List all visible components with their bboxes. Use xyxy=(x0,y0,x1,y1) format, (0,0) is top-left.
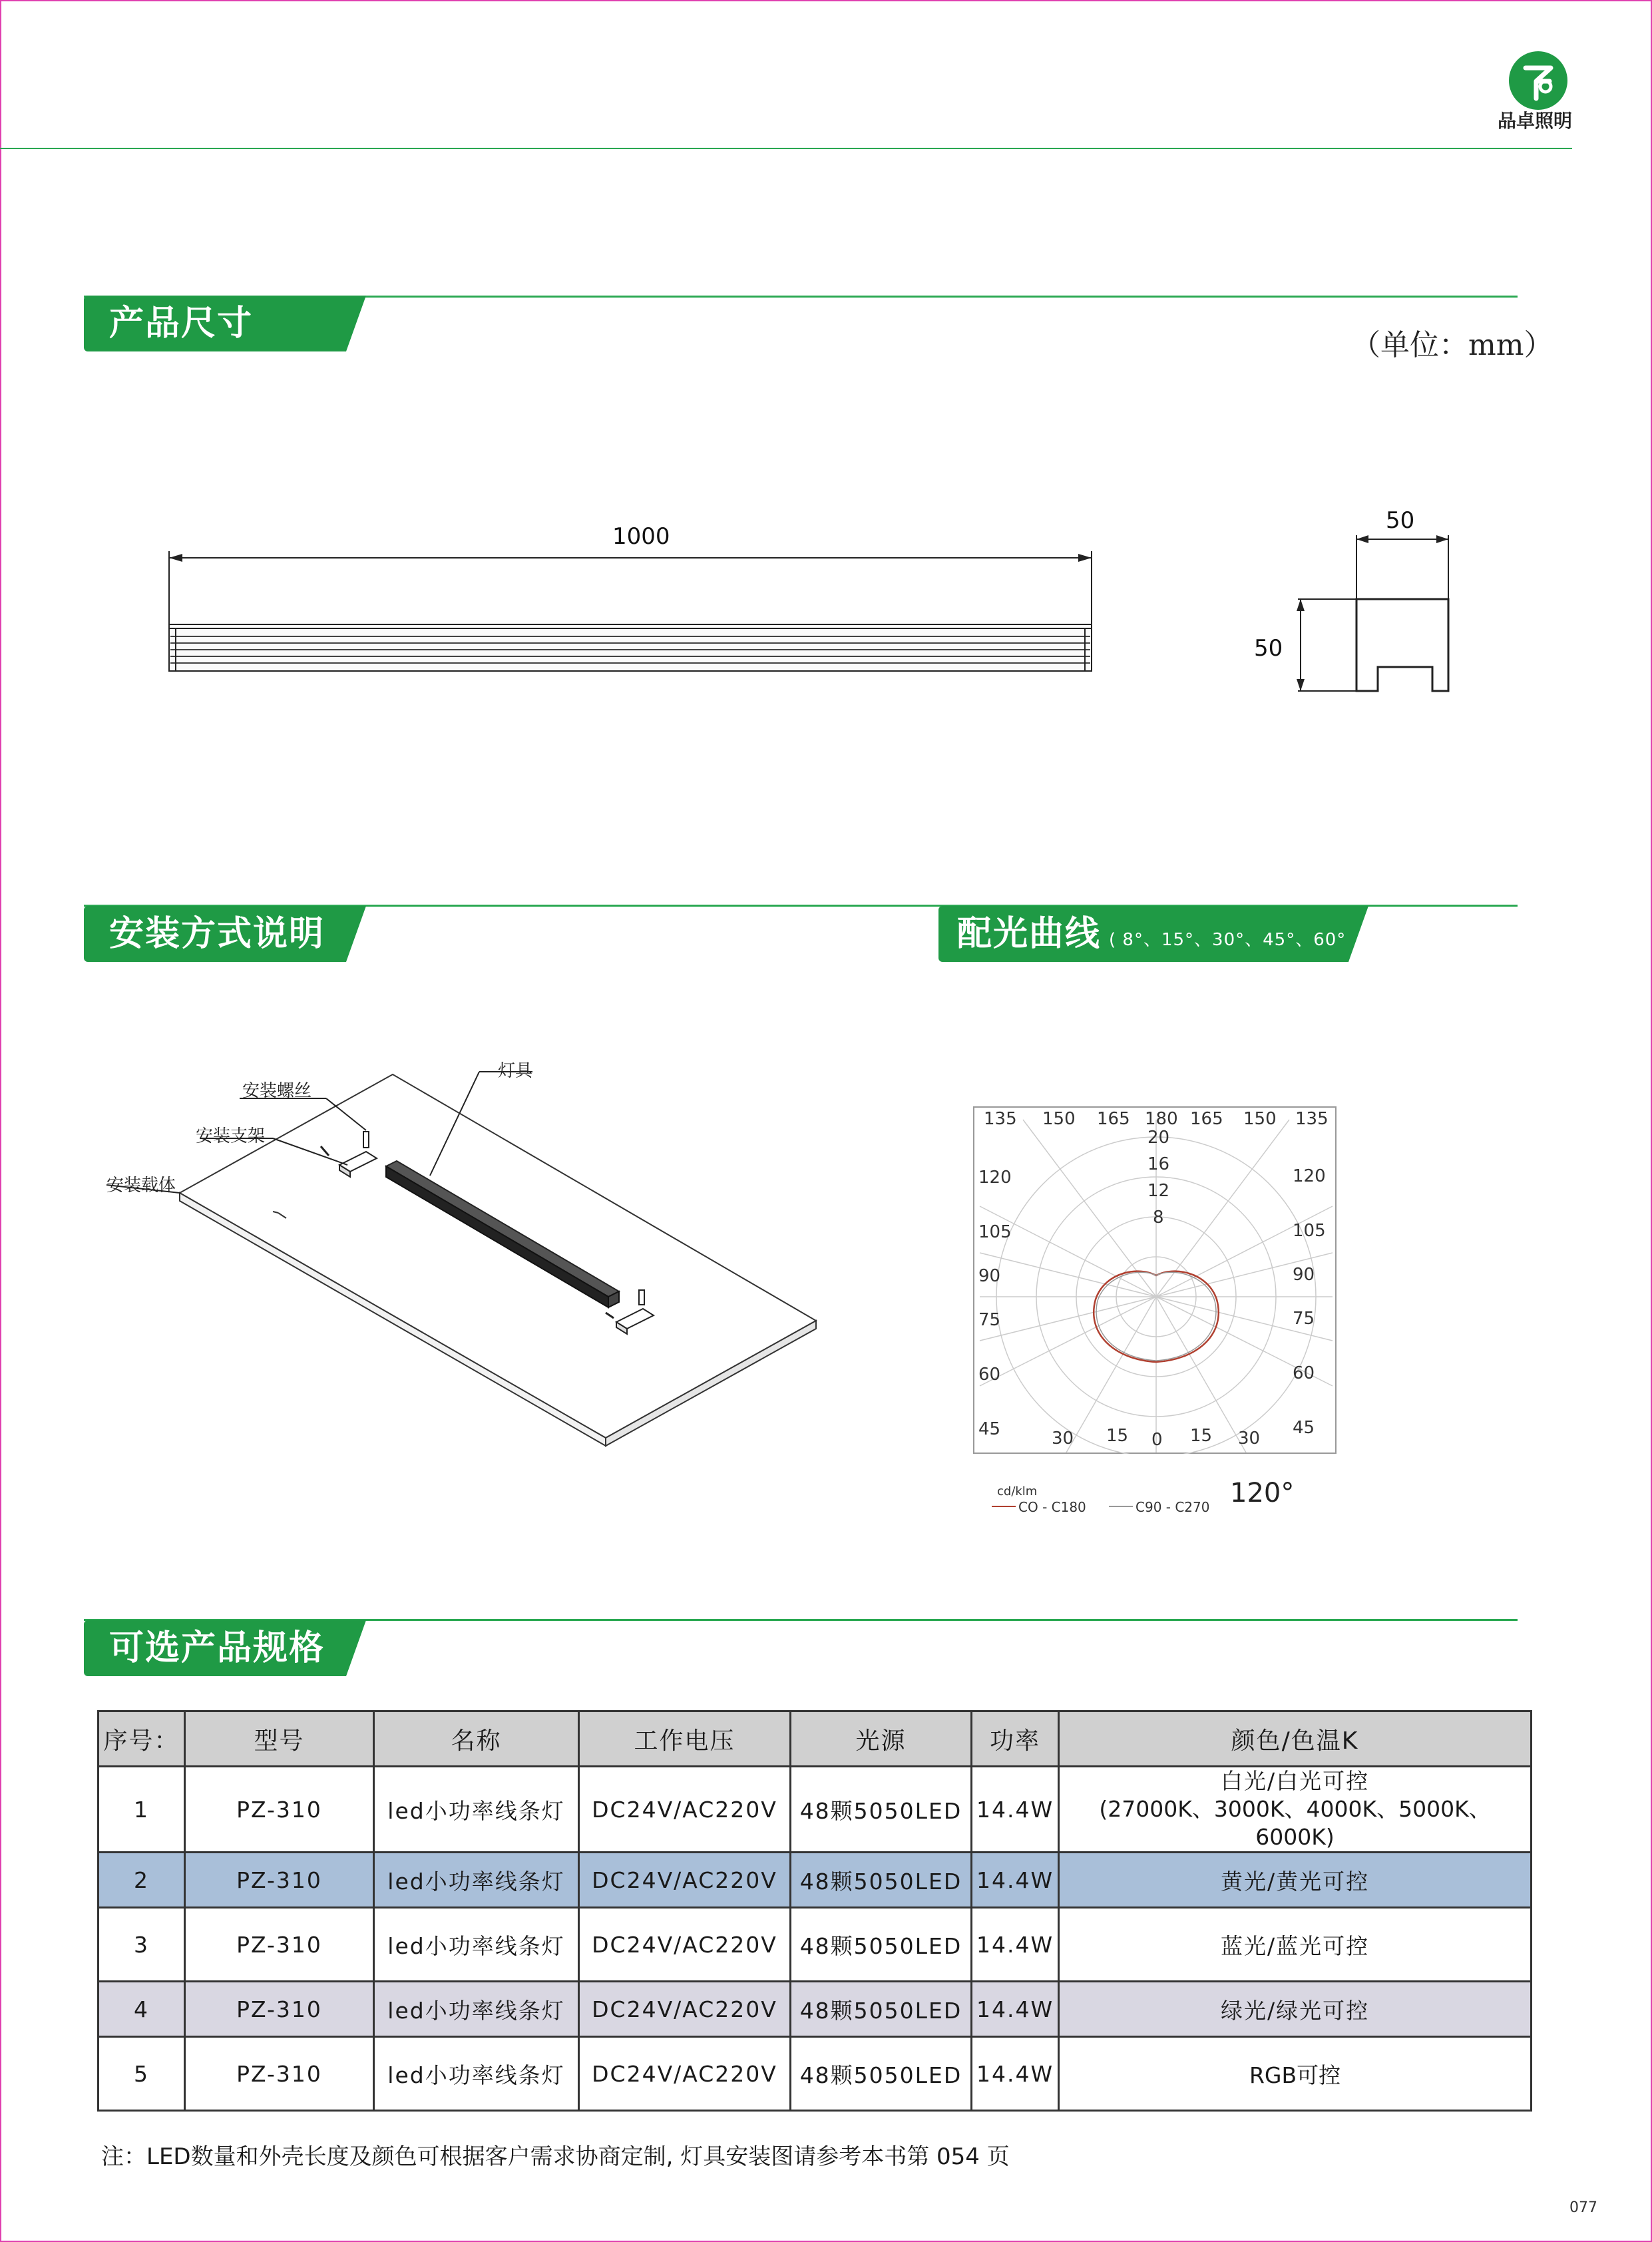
label-bracket: 安装支架 xyxy=(196,1126,266,1146)
polar-angle-bottom-3: 15 xyxy=(1190,1426,1213,1446)
cell-no: 1 xyxy=(99,1767,185,1853)
header-source: 光源 xyxy=(791,1711,972,1767)
profile-section-drawing xyxy=(1285,526,1458,699)
footnote: 注：LED数量和外壳长度及颜色可根据客户需求协商定制, 灯具安装图请参考本书第 054 页 xyxy=(101,2143,1010,2170)
cell-color: 绿光/绿光可控 xyxy=(1059,1982,1532,2037)
cell-power: 14.4W xyxy=(972,1908,1059,1982)
polar-radial-3: 8 xyxy=(1153,1208,1164,1228)
cell-voltage: DC24V/AC220V xyxy=(579,1908,791,1982)
table-row xyxy=(99,1982,1532,2037)
cell-color-line2: (27000K、3000K、4000K、5000K、6000K) xyxy=(1099,1796,1491,1850)
cell-power: 14.4W xyxy=(972,1767,1059,1853)
table-row xyxy=(99,1853,1532,1908)
cell-source: 48颗5050LED xyxy=(791,1853,972,1908)
cell-power: 14.4W xyxy=(972,1853,1059,1908)
table-row xyxy=(99,2037,1532,2111)
cell-name: led小功率线条灯 xyxy=(374,1982,579,2037)
light-curve-subtitle: ( 8°、15°、30°、45°、60° ) xyxy=(957,930,1346,1012)
polar-bottom-angles xyxy=(980,1426,1339,1453)
dimension-length: 1000 xyxy=(612,523,670,550)
dimension-width: 50 xyxy=(1386,507,1415,534)
polar-radial-0: 20 xyxy=(1147,1128,1170,1148)
polar-radial-2: 12 xyxy=(1147,1181,1170,1201)
section-installation-title: 安装方式说明 xyxy=(84,906,346,962)
cell-color xyxy=(1059,1767,1532,1853)
header-voltage: 工作电压 xyxy=(579,1711,791,1767)
polar-angle-left-4: 60 xyxy=(978,1365,1001,1385)
legend-swatch-c0 xyxy=(992,1504,1018,1508)
section-light-curve-title xyxy=(938,906,1348,1012)
polar-angle-left-1: 105 xyxy=(978,1222,1012,1242)
polar-angle-top-4: 165 xyxy=(1190,1109,1223,1129)
cell-source: 48颗5050LED xyxy=(791,1908,972,1982)
polar-angle-top-2: 165 xyxy=(1097,1109,1130,1129)
polar-angle-top-6: 135 xyxy=(1295,1109,1329,1129)
table-row xyxy=(99,1908,1532,1982)
cell-model: PZ-310 xyxy=(185,1767,374,1853)
legend-c0-c180: CO - C180 xyxy=(1018,1499,1086,1515)
label-fixture: 灯具 xyxy=(498,1061,533,1081)
polar-angle-right-4: 60 xyxy=(1293,1363,1315,1383)
cell-voltage: DC24V/AC220V xyxy=(579,1853,791,1908)
brand-logo-icon xyxy=(1507,49,1569,112)
label-carrier: 安装载体 xyxy=(106,1176,176,1196)
header-name: 名称 xyxy=(374,1711,579,1767)
polar-angle-bottom-1: 15 xyxy=(1106,1426,1129,1446)
polar-angle-top-3: 180 xyxy=(1145,1109,1178,1129)
cell-model: PZ-310 xyxy=(185,1908,374,1982)
polar-angle-bottom-2: 0 xyxy=(1151,1430,1163,1450)
cell-voltage: DC24V/AC220V xyxy=(579,1767,791,1853)
cell-model: PZ-310 xyxy=(185,2037,374,2111)
cell-no: 2 xyxy=(99,1853,185,1908)
cell-name: led小功率线条灯 xyxy=(374,2037,579,2111)
dimension-height: 50 xyxy=(1254,635,1283,662)
page-number: 077 xyxy=(1569,2199,1597,2216)
cell-color: 蓝光/蓝光可控 xyxy=(1059,1908,1532,1982)
cell-name: led小功率线条灯 xyxy=(374,1908,579,1982)
cell-no: 4 xyxy=(99,1982,185,2037)
cell-color: 黄光/黄光可控 xyxy=(1059,1853,1532,1908)
table-header-row xyxy=(99,1711,1532,1767)
polar-beam-angle: 120° xyxy=(1230,1478,1295,1508)
unit-label: （单位：mm） xyxy=(1351,328,1553,362)
header-divider xyxy=(0,148,1572,149)
polar-radial-1: 16 xyxy=(1147,1154,1170,1174)
brand-name: 品卓照明 xyxy=(1498,110,1573,132)
light-curve-title-text: 配光曲线 xyxy=(957,914,1102,954)
table-row xyxy=(99,1767,1532,1853)
polar-angle-bottom-4: 30 xyxy=(1238,1429,1261,1449)
header-power: 功率 xyxy=(972,1711,1059,1767)
cell-model: PZ-310 xyxy=(185,1982,374,2037)
cell-source: 48颗5050LED xyxy=(791,2037,972,2111)
header-color: 颜色/色温K xyxy=(1059,1711,1532,1767)
polar-unit: cd/klm xyxy=(997,1484,1038,1498)
cell-power: 14.4W xyxy=(972,1982,1059,2037)
cell-color: RGB可控 xyxy=(1059,2037,1532,2111)
polar-angle-top-5: 150 xyxy=(1243,1109,1277,1129)
polar-angle-top-1: 150 xyxy=(1042,1109,1076,1129)
cell-color-line1: 白光/白光可控 xyxy=(1220,1768,1370,1794)
label-screw: 安装螺丝 xyxy=(242,1081,312,1101)
header-model: 型号 xyxy=(185,1711,374,1767)
polar-angle-right-5: 45 xyxy=(1293,1418,1315,1438)
polar-angle-right-1: 105 xyxy=(1293,1221,1326,1241)
cell-name: led小功率线条灯 xyxy=(374,1853,579,1908)
spec-table xyxy=(97,1710,1532,2112)
polar-angle-right-0: 120 xyxy=(1293,1166,1326,1186)
section-specs-title: 可选产品规格 xyxy=(84,1620,346,1676)
cell-source: 48颗5050LED xyxy=(791,1982,972,2037)
polar-angle-left-2: 90 xyxy=(978,1266,1001,1286)
cell-name: led小功率线条灯 xyxy=(374,1767,579,1853)
polar-angle-left-3: 75 xyxy=(978,1310,1001,1330)
legend-c90-c270: C90 - C270 xyxy=(1136,1499,1210,1515)
polar-angle-bottom-0: 30 xyxy=(1052,1429,1074,1449)
cell-no: 5 xyxy=(99,2037,185,2111)
cell-voltage: DC24V/AC220V xyxy=(579,1982,791,2037)
polar-angle-left-0: 120 xyxy=(978,1168,1012,1188)
polar-angle-right-3: 75 xyxy=(1293,1309,1315,1329)
cell-model: PZ-310 xyxy=(185,1853,374,1908)
cell-source: 48颗5050LED xyxy=(791,1767,972,1853)
cell-voltage: DC24V/AC220V xyxy=(579,2037,791,2111)
cell-power: 14.4W xyxy=(972,2037,1059,2111)
header-no: 序号： xyxy=(99,1711,185,1767)
installation-diagram xyxy=(100,1038,832,1451)
polar-angle-top-0: 135 xyxy=(984,1109,1017,1129)
legend-swatch-c90 xyxy=(1109,1504,1136,1508)
polar-angle-right-2: 90 xyxy=(1293,1265,1315,1285)
polar-angle-left-5: 45 xyxy=(978,1419,1001,1439)
section-dimensions-title: 产品尺寸 xyxy=(84,296,346,351)
cell-no: 3 xyxy=(99,1908,185,1982)
